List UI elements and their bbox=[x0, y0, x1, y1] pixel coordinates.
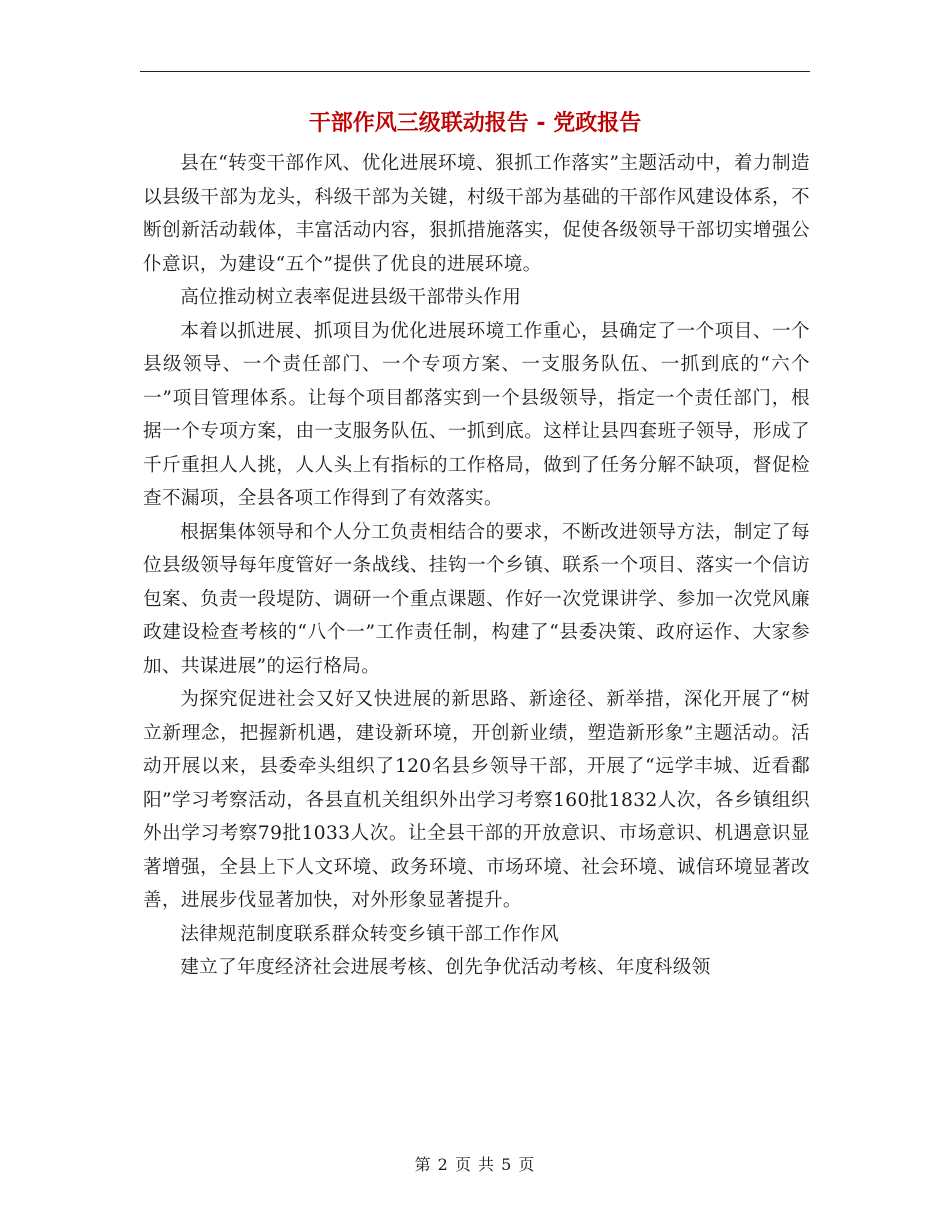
page-footer: 第 2 页 共 5 页 bbox=[414, 1155, 536, 1174]
paragraph-assessment: 建立了年度经济社会进展考核、创先争优活动考核、年度科级领 bbox=[180, 957, 711, 978]
paragraph-theme-activity: 为探究促进社会又好又快进展的新思路、新途径、新举措，深化开展了“树立新理念，把握新机遇，建设新环境，开创新业绩，塑造新形象”主题活动。活动开展以来，县委牵头组织了120名县乡领导干部，开展了“远学丰城、近看鄱阳”学习考察活动，各县直机关组织外出学习考察160批1832人次，各乡镇组织外出学习考察79批1033人次。让全县干部的开放意识、市场意识、机遇意识显著增强，全县上下人文环境、政务环境、市场环境、社会环境、诚信环境显著改善，进展步伐显著加快，对外形象显著提升。 bbox=[143, 689, 810, 911]
header-rule bbox=[140, 71, 810, 72]
paragraph-intro: 县在“转变干部作风、优化进展环境、狠抓工作落实”主题活动中，着力制造以县级干部为龙头，科级干部为关键，村级干部为基础的干部作风建设体系，不断创新活动载体，丰富活动内容，狠抓措施落实，促使各级领导干部切实增强公仆意识，为建设“五个”提供了优良的进展环境。 bbox=[143, 153, 810, 275]
document-body bbox=[143, 147, 810, 985]
document-title: 干部作风三级联动报告 - 党政报告 bbox=[308, 111, 642, 136]
paragraph-project-system: 本着以抓进展、抓项目为优化进展环境工作重心，县确定了一个项目、一个县级领导、一个责任部门、一个专项方案、一支服务队伍、一抓到底的“六个一”项目管理体系。让每个项目都落实到一个县级领导，指定一个责任部门，根据一个专项方案，由一支服务队伍、一抓到底。这样让县四套班子领导，形成了千斤重担人人挑，人人头上有指标的工作格局，做到了任务分解不缺项，督促检查不漏项，全县各项工作得到了有效落实。 bbox=[143, 320, 810, 509]
section-heading-county-level: 高位推动树立表率促进县级干部带头作用 bbox=[180, 287, 522, 308]
section-heading-township-level: 法律规范制度联系群众转变乡镇干部工作作风 bbox=[180, 923, 560, 945]
paragraph-responsibility-system: 根据集体领导和个人分工负责相结合的要求，不断改进领导方法，制定了每位县级领导每年度管好一条战线、挂钩一个乡镇、联系一个项目、落实一个信访包案、负责一段堤防、调研一个重点课题、作好一次党课讲学、参加一次党风廉政建设检查考核的“八个一”工作责任制，构建了“县委决策、政府运作、大家参加、共谋进展”的运行格局。 bbox=[143, 521, 810, 677]
